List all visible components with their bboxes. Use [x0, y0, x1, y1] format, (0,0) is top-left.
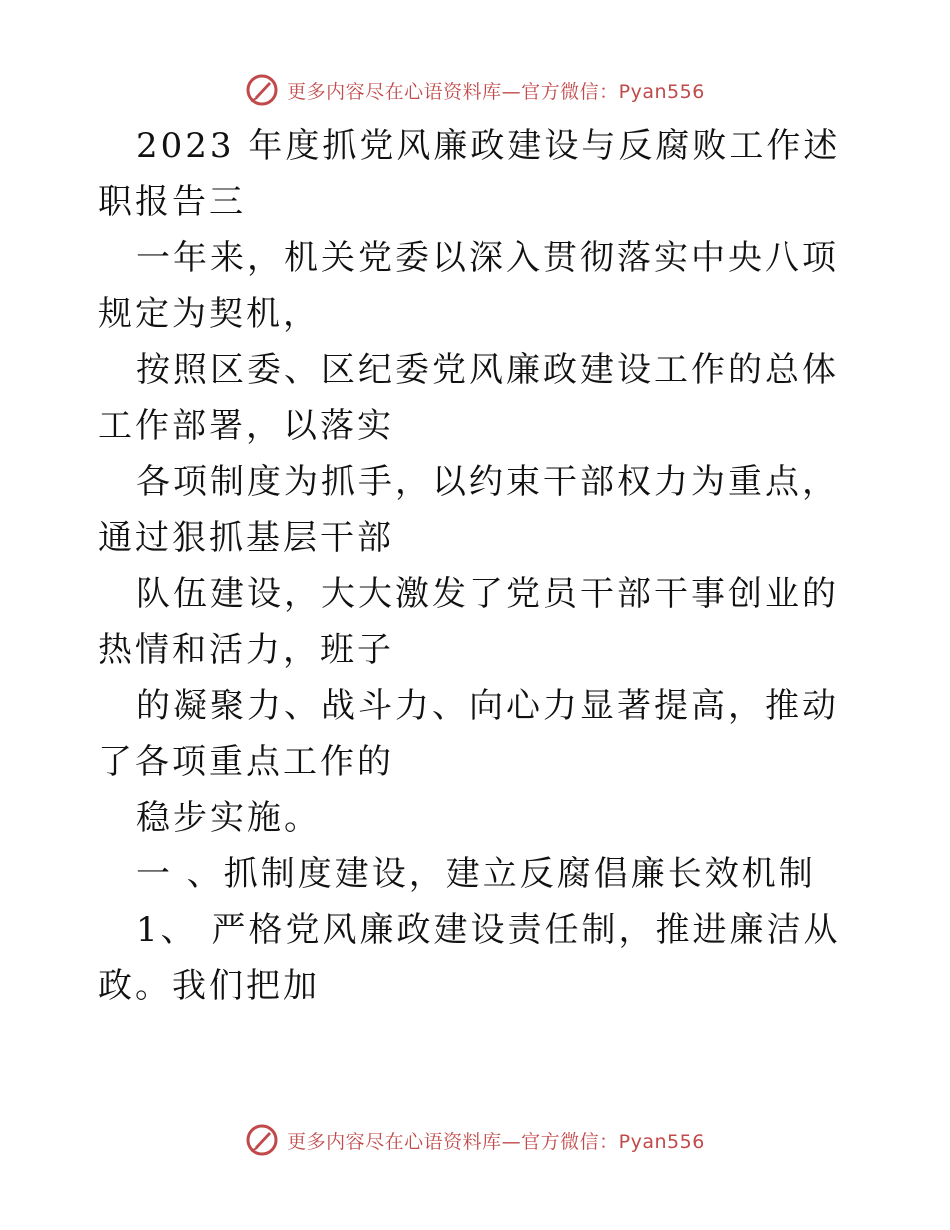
quill-logo-icon	[245, 73, 279, 107]
paragraph: 稳步实施。	[136, 798, 321, 838]
paragraph: 各项制度为抓手，以约束干部权力为重点，通过狠抓基层干部	[98, 462, 839, 558]
document-body	[98, 118, 858, 1014]
paragraph: 一年来，机关党委以深入贯彻落实中央八项规定为契机，	[98, 238, 839, 334]
section-heading: 一 、抓制度建设，建立反腐倡廉长效机制	[136, 854, 816, 894]
paragraph: 1、 严格党风廉政建设责任制，推进廉洁从政。我们把加	[98, 910, 841, 1006]
header-watermark	[0, 70, 950, 110]
header-watermark-text: 更多内容尽在心语资料库—官方微信：Pyan556	[287, 80, 705, 103]
paragraph: 按照区委、区纪委党风廉政建设工作的总体工作部署，以落实	[98, 350, 839, 446]
document-title: 2023 年度抓党风廉政建设与反腐败工作述职报告三	[98, 126, 841, 222]
paragraph: 队伍建设，大大激发了党员干部干事创业的热情和活力，班子	[98, 574, 839, 670]
quill-logo-icon	[245, 1123, 279, 1157]
footer-watermark	[0, 1120, 950, 1160]
footer-watermark-text: 更多内容尽在心语资料库—官方微信：Pyan556	[287, 1130, 705, 1153]
paragraph: 的凝聚力、战斗力、向心力显著提高，推动了各项重点工作的	[98, 686, 839, 782]
